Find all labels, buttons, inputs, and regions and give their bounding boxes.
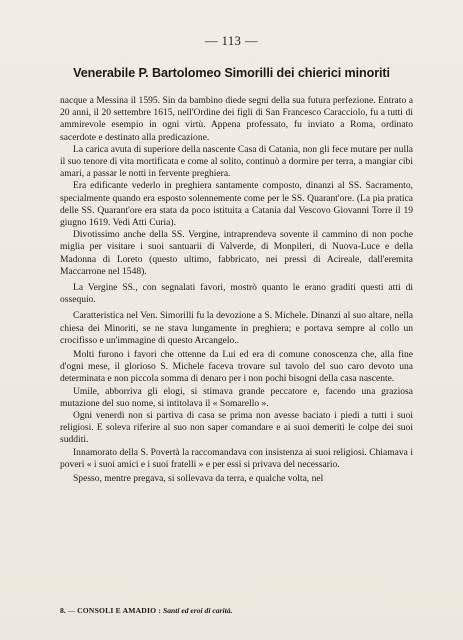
paragraph: La Vergine SS., con segnalati favori, mostrò quanto le erano graditi questi atti di ossequio. [60, 282, 413, 306]
paragraph: Era edificante vederlo in preghiera santamente composto, dinanzi al SS. Sacramento, specialmente quando era esposto solennemente come per le SS. Quarant'ore. (La pia pratica delle SS. Quarant'ore era stata da poco istituita a Catania dal Vescovo Giovanni Torre il 19 giugno 1619. Vedi Atti Curia). [60, 180, 413, 229]
page-footer: 8. — CONSOLI E AMADIO : Santi ed eroi di carità. [60, 606, 233, 615]
paragraph: La carica avuta di superiore della nascente Casa di Catania, non gli fece mutare per nulla il suo tenore di vita mortificata e come al solito, continuò a dormire per terra, a mangiar cibi amari, a passar le notti in fervente preghiera. [60, 143, 413, 180]
chapter-title: Venerabile P. Bartolomeo Simorilli dei chierici minoriti [73, 66, 390, 80]
body-text [60, 95, 413, 485]
paragraph: nacque a Messina il 1595. Sin da bambino diede segni della sua futura perfezione. Entrato a 20 anni, il 20 settembre 1615, nell'Ordine dei figli di San Francesco Caracciolo, fu a tutti di ammirevole esempio in ogni virtù. Appena professato, fu inviato a Roma, ordinato sacerdote e destinato alla predicazione. [60, 95, 413, 143]
paragraph: Molti furono i favori che ottenne da Lui ed era di comune conoscenza che, alla fine d'ogni mese, il glorioso S. Michele faceva trovare sul tavolo del suo caro devoto una determinata e non piccola somma di denaro per i non pochi bisogni della casa nascente. [60, 349, 413, 385]
paragraph: Innamorato della S. Povertà la raccomandava con insistenza ai suoi religiosi. Chiamava i poveri « i suoi amici e i suoi fratelli » e per essi si privava del necessario. [60, 446, 413, 470]
paragraph: Caratteristica nel Ven. Simorilli fu la devozione a S. Michele. Dinanzi al suo altare, nella chiesa dei Minoriti, se ne stava lungamente in preghiera; e portava sempre al collo un crocifisso e un'immagine di questo Arcangelo.. [60, 310, 413, 346]
signature-mark: 8. [60, 606, 66, 615]
page-number: — 113 — [204, 34, 259, 48]
paragraph: Ogni venerdì non si partiva di casa se prima non avesse baciato i piedi a tutti i suoi religiosi. E soleva riferire al suo non saper comandare e ai suoi demeriti le colpe dei suoi sudditi. [60, 410, 413, 446]
footer-book-title: Santi ed eroi di carità. [163, 606, 233, 615]
paragraph: Umile, abborriva gli elogi, si stimava grande peccatore e, facendo una graziosa mutazione del suo nome, si intitolava il « Somarello ». [60, 385, 413, 409]
paragraph: Divotissimo anche della SS. Vergine, intraprendeva sovente il cammino di non poche miglia per visitare i suoi santuarii di Valverde, di Monpileri, di Nuova-Luce e della Madonna di Loreto (questo ultimo, fabbricato, nei pressi di Acireale, dall'eremita Maccarrone nel 1548). [60, 229, 413, 277]
footer-author: CONSOLI E AMADIO : [77, 606, 162, 615]
paragraph: Spesso, mentre pregava, si sollevava da terra, e qualche volta, nel [73, 473, 324, 485]
